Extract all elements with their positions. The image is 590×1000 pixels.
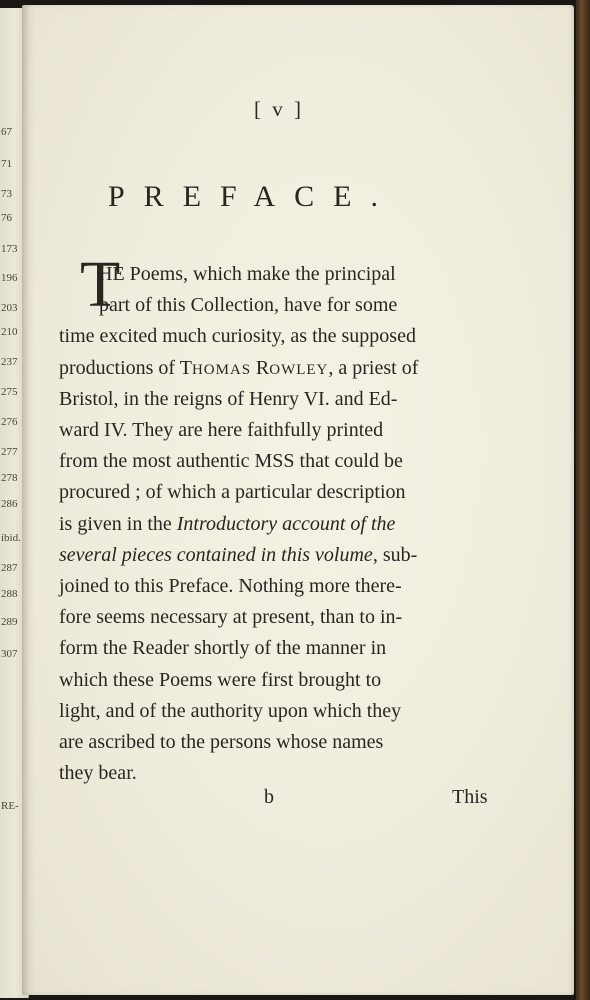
margin-number: 286 [1, 498, 18, 510]
text-line [59, 511, 395, 537]
margin-number: 275 [1, 386, 18, 398]
text-span: OWLEY [269, 361, 329, 378]
text-span: are ascribed to the persons whose names [59, 731, 384, 753]
margin-number: 287 [1, 562, 18, 574]
page-heading: PREFACE. [108, 180, 397, 213]
text-span: R [255, 356, 270, 379]
text-line [59, 542, 417, 568]
text-line [59, 386, 397, 412]
margin-number: 173 [1, 243, 18, 255]
margin-number: 203 [1, 302, 18, 314]
margin-number: 276 [1, 416, 18, 428]
margin-number: 76 [1, 212, 12, 224]
signature-mark: b [264, 786, 274, 808]
margin-number: 289 [1, 616, 18, 628]
margin-number: 307 [1, 648, 18, 660]
book-spine [576, 0, 590, 1000]
text-span: several pieces contained in this volume [59, 543, 373, 566]
text-span: , a priest of [328, 356, 419, 379]
text-span: they bear. [59, 762, 137, 785]
margin-number: 237 [1, 356, 18, 368]
margin-number: 67 [1, 126, 12, 138]
text-span: form the Reader shortly of the manner in [59, 637, 387, 660]
text-span: light, and of the authority upon which they [59, 699, 402, 722]
book-page [22, 5, 574, 995]
text-line [59, 417, 383, 443]
text-line [59, 448, 403, 474]
margin-number: 277 [1, 446, 18, 458]
catchword: This [452, 786, 488, 808]
text-line [59, 635, 386, 661]
text-span: fore seems necessary at present, than to in- [59, 606, 403, 629]
text-span: time excited much curiosity, as the supposed [59, 325, 416, 348]
margin-number: 71 [1, 158, 12, 170]
text-span: is given in the [59, 512, 177, 535]
text-span: Introductory account of the [176, 512, 396, 535]
margin-number: 196 [1, 272, 18, 284]
text-span: joined to this Preface. Nothing more there- [59, 575, 402, 597]
text-span: Bristol, in the reigns of Henry VI. and Ed- [59, 387, 398, 410]
text-line [59, 698, 401, 724]
text-line [59, 355, 418, 383]
text-span: , sub- [372, 543, 418, 566]
margin-number: ibid. [1, 532, 21, 544]
text-line [59, 667, 381, 693]
text-span: ward IV. They are here faithfully printed [59, 419, 384, 441]
text-span: from the most authentic MSS that could be [59, 450, 403, 473]
text-span: HE Poems, which make the principal [98, 263, 396, 285]
text-span: HOMAS [191, 361, 256, 378]
text-span: part of this Collection, have for some [99, 294, 398, 317]
drop-cap: T [80, 248, 121, 321]
text-span: T [179, 356, 192, 379]
text-line [98, 261, 396, 287]
text-span: procured ; of which a particular description [59, 481, 406, 504]
margin-number: 73 [1, 188, 12, 200]
margin-number: 288 [1, 588, 18, 600]
text-line [59, 760, 137, 786]
text-line [59, 323, 416, 349]
margin-number: 210 [1, 326, 18, 338]
margin-number: 278 [1, 472, 18, 484]
text-line [99, 292, 397, 318]
text-line [59, 729, 383, 755]
text-line [59, 479, 406, 505]
text-line [59, 573, 402, 599]
text-span: which these Poems were first brought to [59, 668, 382, 691]
page-number: [ v ] [254, 97, 304, 121]
text-line [59, 604, 402, 630]
margin-number: RE- [1, 800, 19, 812]
text-span: productions of [59, 356, 180, 379]
